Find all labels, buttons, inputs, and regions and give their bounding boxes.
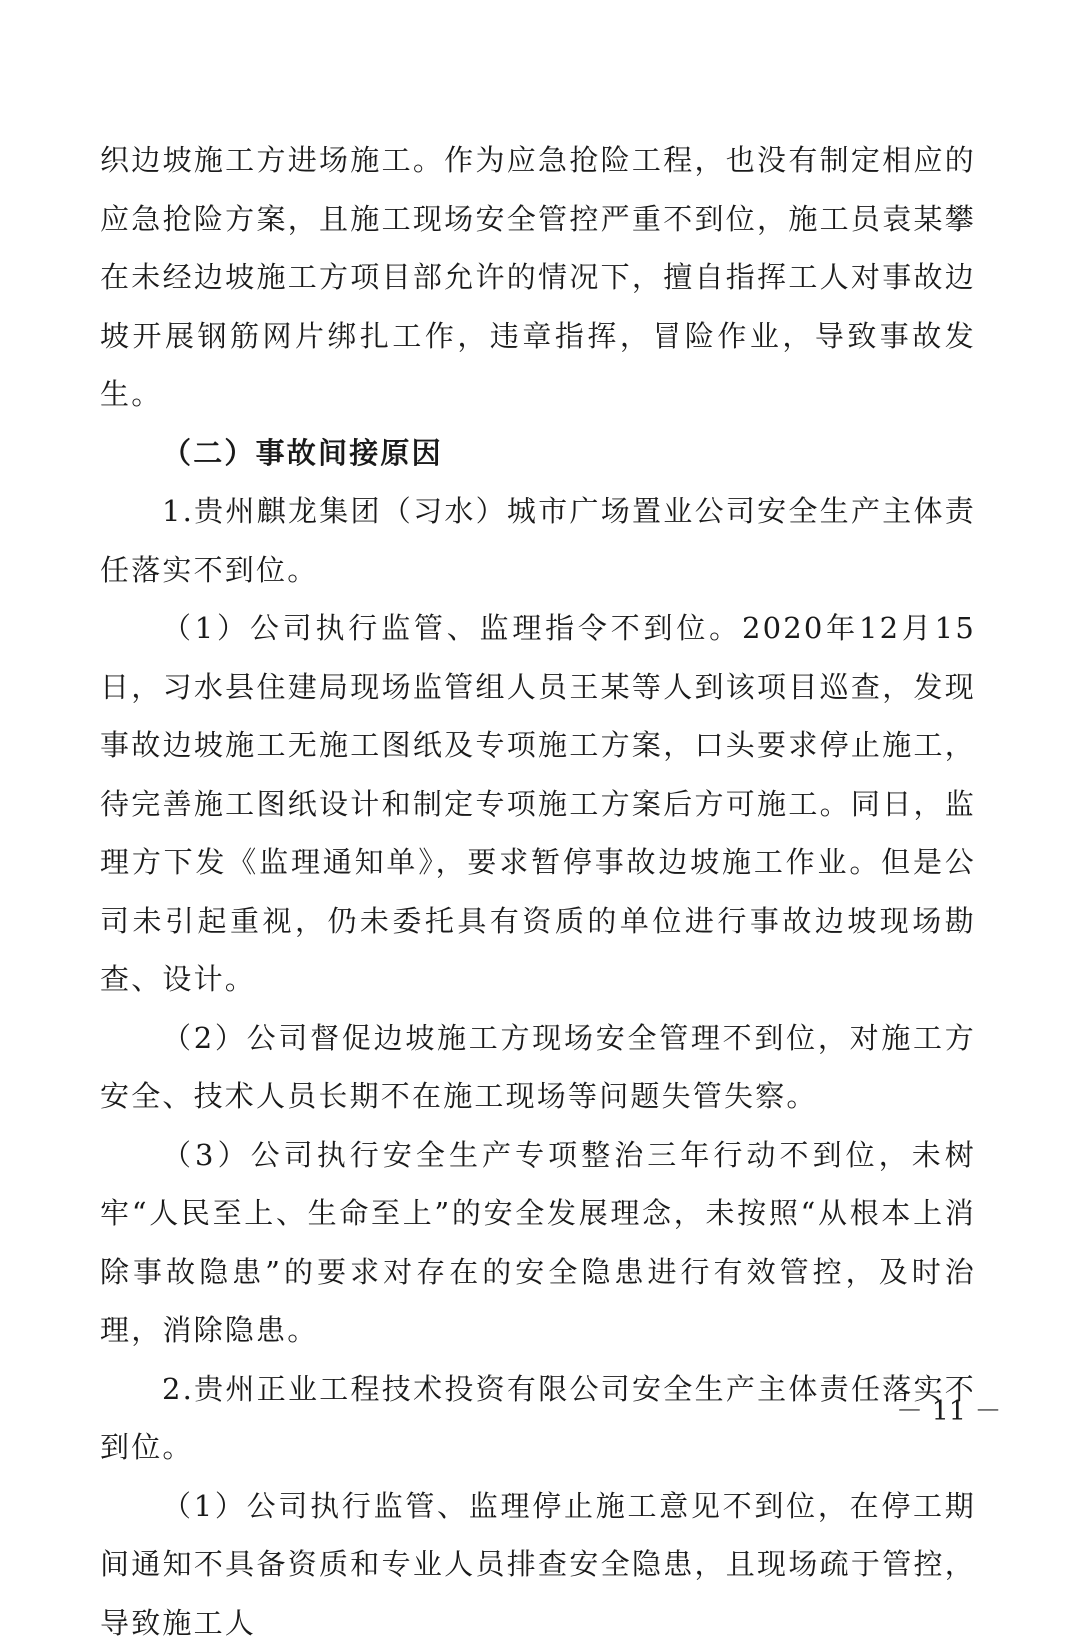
paragraph-subitem-2-1: （1）公司执行监管、监理停止施工意见不到位，在停工期间通知不具备资质和专业人员排查安全隐患，且现场疏于管控，导致施工人 <box>100 1477 976 1652</box>
paragraph-subitem-1-3: （3）公司执行安全生产专项整治三年行动不到位，未树牢“人民至上、生命至上”的安全发展理念，未按照“从根本上消除事故隐患”的要求对存在的安全隐患进行有效管控，及时治理，消除隐患。 <box>100 1126 976 1360</box>
section-heading: （二）事故间接原因 <box>100 424 976 483</box>
paragraph-item-1: 1.贵州麒龙集团（习水）城市广场置业公司安全生产主体责任落实不到位。 <box>100 482 976 599</box>
paragraph-item-2: 2.贵州正业工程技术投资有限公司安全生产主体责任落实不到位。 <box>100 1360 976 1477</box>
paragraph-subitem-1-2: （2）公司督促边坡施工方现场安全管理不到位，对施工方安全、技术人员长期不在施工现场等问题失管失察。 <box>100 1009 976 1126</box>
paragraph-subitem-1-1: （1）公司执行监管、监理指令不到位。2020年12月15日，习水县住建局现场监管组人员王某等人到该项目巡查，发现事故边坡施工无施工图纸及专项施工方案，口头要求停止施工，待完善施工图纸设计和制定专项施工方案后方可施工。同日，监理方下发《监理通知单》，要求暂停事故边坡施工作业。但是公司未引起重视，仍未委托具有资质的单位进行事故边坡现场勘查、设计。 <box>100 599 976 1009</box>
paragraph-continuation: 织边坡施工方进场施工。作为应急抢险工程，也没有制定相应的应急抢险方案，且施工现场安全管控严重不到位，施工员袁某攀在未经边坡施工方项目部允许的情况下，擅自指挥工人对事故边坡开展钢筋网片绑扎工作，违章指挥，冒险作业，导致事故发生。 <box>100 131 976 424</box>
document-body <box>100 131 976 1652</box>
page-number: － 11 － <box>896 1394 986 1430</box>
